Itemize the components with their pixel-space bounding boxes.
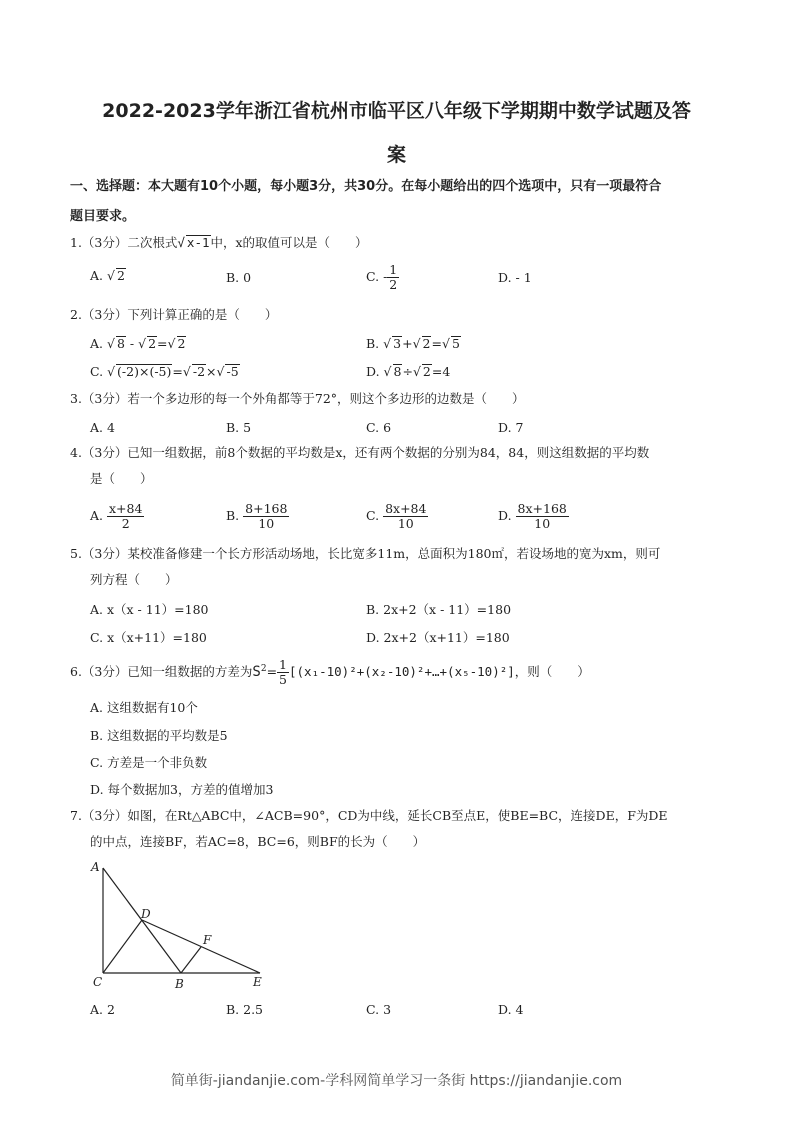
q1-c-numerator: 1 xyxy=(389,262,398,277)
q6-formula: [(x₁-10)²+(x₂-10)²+…+(x₅-10)²] xyxy=(289,664,515,680)
point-b-label: B xyxy=(175,977,184,991)
q4-d-num: 8x+168 xyxy=(517,501,567,516)
q4-a-num: x+84 xyxy=(109,501,143,516)
q6-option-d: D. 每个数据加3，方差的值增加3 xyxy=(90,782,274,797)
q2-a-eq: = xyxy=(157,336,168,351)
sqrt-icon xyxy=(138,336,146,351)
q6-variance-symbol: S xyxy=(252,664,261,681)
point-d-label: D xyxy=(141,907,151,921)
q4-d-den: 10 xyxy=(534,516,551,531)
q4-stem-line1: 4.（3分）已知一组数据，前8个数据的平均数是x，还有两个数据的分别为84，84，则这组数据的平均数 xyxy=(70,445,650,460)
q2-c-op: × xyxy=(206,364,217,379)
q2-d-r2: 2 xyxy=(422,364,431,379)
question-6 xyxy=(70,656,730,687)
q2-c-label: C. xyxy=(90,364,104,379)
q6-variance-sup: 2 xyxy=(260,664,267,674)
question-4 xyxy=(70,440,730,492)
q6-stem-post: ，则（ ） xyxy=(514,664,590,680)
sqrt-icon xyxy=(177,235,185,250)
q3-option-c: C. 6 xyxy=(366,420,392,435)
q6-frac-num: 1 xyxy=(279,657,287,673)
q1-a-label: A. xyxy=(90,268,104,283)
segment-cd xyxy=(103,920,142,973)
q4-option-b xyxy=(226,502,289,531)
q2-b-r2: 2 xyxy=(422,336,431,351)
q2-b-eq: = xyxy=(431,336,442,351)
section-heading-line2: 题目要求。 xyxy=(70,209,136,224)
sqrt-icon xyxy=(107,336,115,351)
page-footer: 简单街-jiandanjie.com-学科网简单学习一条街 https://jiandanjie.com xyxy=(170,1073,623,1089)
q2-a-r1: 8 xyxy=(116,336,125,351)
sqrt-icon xyxy=(384,364,392,379)
q5-option-c: C. x（x+11）=180 xyxy=(90,630,207,645)
q1-option-c xyxy=(366,263,399,292)
q1-c-label: C. - xyxy=(366,269,388,284)
q7-option-c: C. 3 xyxy=(366,1002,392,1017)
sqrt-icon xyxy=(107,364,115,379)
q7-option-a: A. 2 xyxy=(90,1002,115,1017)
q1-option-a xyxy=(90,268,126,283)
q4-a-label: A. xyxy=(90,508,104,523)
q2-a-label: A. xyxy=(90,336,104,351)
q6-option-b: B. 这组数据的平均数是5 xyxy=(90,728,228,743)
q4-d-label: D. xyxy=(498,508,512,523)
q2-d-label: D. xyxy=(366,364,380,379)
q5-stem-line2: 列方程（ ） xyxy=(90,572,178,587)
sqrt-icon xyxy=(107,268,115,283)
q2-b-label: B. xyxy=(366,336,380,351)
segment-de xyxy=(142,920,260,973)
q2-option-c xyxy=(90,364,240,379)
q4-option-c xyxy=(366,502,428,531)
q2-c-r2: -2 xyxy=(192,364,206,379)
q5-stem-line1: 5.（3分）某校准备修建一个长方形活动场地，长比宽多11m，总面积为180㎡，若设场地的宽为xm，则可 xyxy=(70,546,661,561)
q7-option-b: B. 2.5 xyxy=(226,1002,264,1017)
q6-eq: = xyxy=(266,664,278,680)
q2-c-eq: = xyxy=(172,364,183,379)
q4-stem-line2: 是（ ） xyxy=(90,471,153,486)
sqrt-icon xyxy=(413,336,421,351)
q1-stem-pre: 1.（3分）二次根式 xyxy=(70,235,178,250)
page-title-line2: 案 xyxy=(386,144,406,166)
sqrt-icon xyxy=(168,336,176,351)
point-c-label: C xyxy=(93,975,103,989)
q2-a-r2: 2 xyxy=(148,336,157,351)
q6-option-c: C. 方差是一个非负数 xyxy=(90,755,208,770)
point-e-label: E xyxy=(253,975,262,989)
q2-b-op: + xyxy=(402,336,413,351)
q4-b-num: 8+168 xyxy=(245,501,288,516)
q6-frac-den: 5 xyxy=(279,672,287,688)
q2-option-d xyxy=(366,364,450,379)
question-2: 2.（3分）下列计算正确的是（ ） xyxy=(70,307,278,322)
q2-d-r1: 8 xyxy=(393,364,402,379)
q7-stem-line2: 的中点，连接BF，若AC=8，BC=6，则BF的长为（ ） xyxy=(90,834,426,849)
q2-d-eq: =4 xyxy=(431,364,451,379)
q7-option-d: D. 4 xyxy=(498,1002,524,1017)
q4-c-label: C. xyxy=(366,508,380,523)
sqrt-icon xyxy=(217,364,225,379)
q1-c-denominator: 2 xyxy=(389,277,398,292)
q4-b-den: 10 xyxy=(258,516,275,531)
sqrt-icon xyxy=(413,364,421,379)
q1-radicand: x-1 xyxy=(186,235,210,250)
q1-option-d: D. - 1 xyxy=(498,270,532,285)
q2-b-r1: 3 xyxy=(393,336,402,351)
q2-d-op: ÷ xyxy=(402,364,413,379)
q4-option-d xyxy=(498,502,569,531)
section-heading-line1: 一、选择题：本大题有10个小题，每小题3分，共30分。在每小题给出的四个选项中，只有一项最符合 xyxy=(70,179,662,194)
question-5 xyxy=(70,541,730,593)
q3-option-a: A. 4 xyxy=(90,420,115,435)
q4-a-den: 2 xyxy=(121,516,130,531)
section-heading xyxy=(70,172,730,232)
q3-option-b: B. 5 xyxy=(226,420,252,435)
q2-option-b xyxy=(366,336,461,351)
q1-a-radicand: 2 xyxy=(116,268,125,283)
point-a-label: A xyxy=(91,860,100,874)
q2-option-a xyxy=(90,336,186,351)
q5-option-b: B. 2x+2（x - 11）=180 xyxy=(366,602,512,617)
q3-option-d: D. 7 xyxy=(498,420,524,435)
q6-option-a: A. 这组数据有10个 xyxy=(90,700,198,715)
point-f-label: F xyxy=(203,933,212,947)
sqrt-icon xyxy=(383,336,391,351)
segment-bf xyxy=(181,947,201,973)
q4-c-num: 8x+84 xyxy=(385,501,427,516)
q2-a-op: - xyxy=(129,336,135,351)
q1-option-b: B. 0 xyxy=(226,270,252,285)
q5-option-d: D. 2x+2（x+11）=180 xyxy=(366,630,510,645)
q2-c-r1: (-2)×(-5) xyxy=(117,364,172,379)
question-7 xyxy=(70,803,730,855)
question-1 xyxy=(70,230,730,256)
page-title-line1: 2022-2023学年浙江省杭州市临平区八年级下学期期中数学试题及答 xyxy=(102,100,691,122)
sqrt-icon xyxy=(442,336,450,351)
q5-option-a: A. x（x - 11）=180 xyxy=(90,602,209,617)
q7-stem-line1: 7.（3分）如图，在Rt△ABC中，∠ACB=90°，CD为中线，延长CB至点E，使BE=BC，连接DE，F为DE xyxy=(70,808,668,823)
sqrt-icon xyxy=(183,364,191,379)
q2-b-r3: 5 xyxy=(451,336,460,351)
q7-geometry-figure xyxy=(85,858,275,994)
q6-stem-pre: 6.（3分）已知一组数据的方差为 xyxy=(70,664,253,680)
q4-b-label: B. xyxy=(226,508,240,523)
q4-option-a xyxy=(90,502,144,531)
q4-c-den: 10 xyxy=(397,516,414,531)
question-3: 3.（3分）若一个多边形的每一个外角都等于72°，则这个多边形的边数是（ ） xyxy=(70,391,525,406)
q2-c-r3: -5 xyxy=(226,364,239,379)
q1-stem-post: 中，x的取值可以是（ ） xyxy=(210,235,368,250)
q2-a-r3: 2 xyxy=(177,336,186,351)
